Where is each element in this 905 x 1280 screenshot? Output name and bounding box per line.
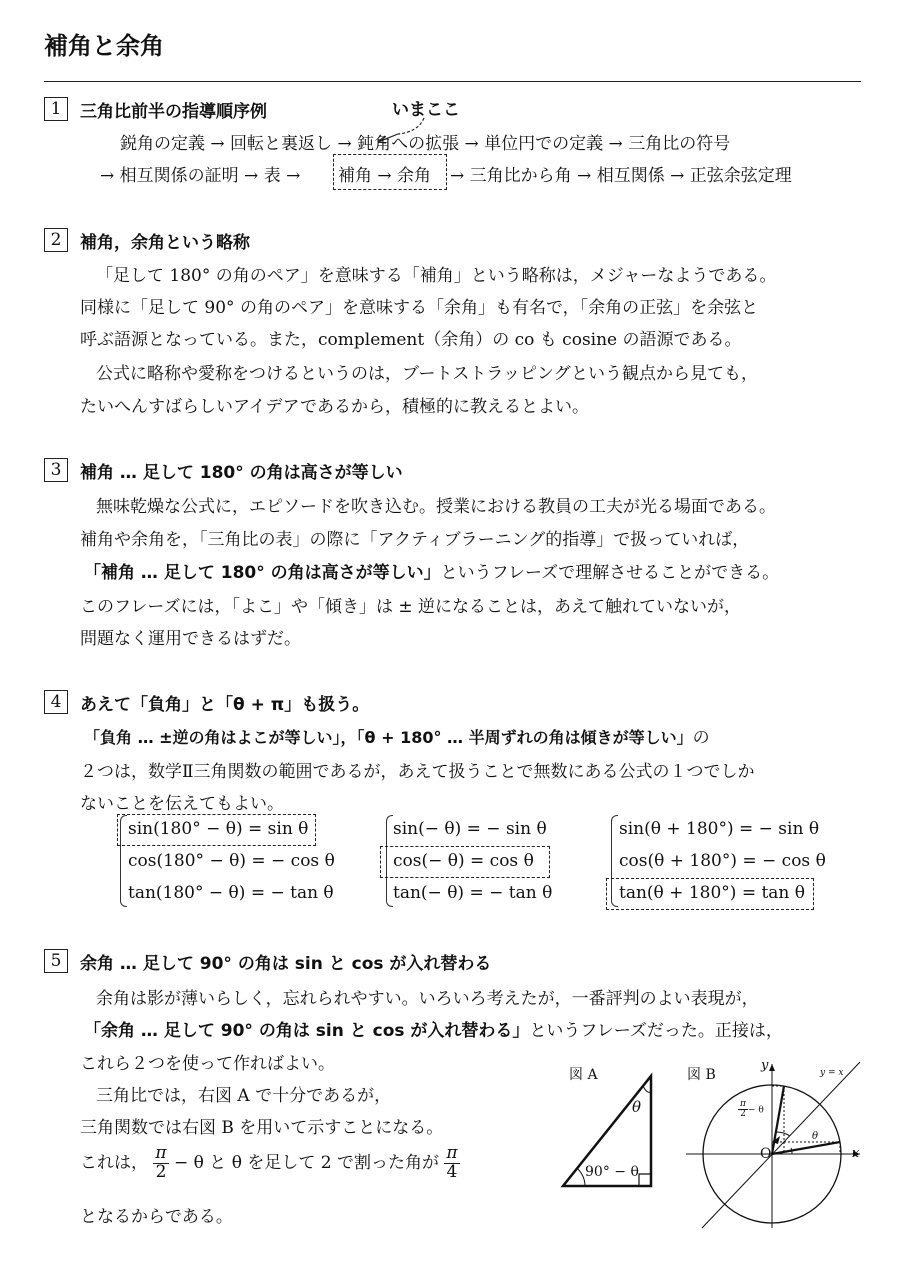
section-4-number: 4 — [44, 690, 68, 714]
figure-b-origin: O — [760, 1146, 772, 1162]
title-rule — [44, 81, 861, 82]
formula-b-1: sin(− θ) = − sin θ — [393, 819, 547, 839]
section-5-number: 5 — [44, 949, 68, 973]
formula-a-1: sin(180° − θ) = sin θ — [128, 819, 309, 839]
section-5-line-6 — [80, 1145, 460, 1182]
section-5-line-3: これら２つを使って作ればよい。 — [80, 1054, 335, 1074]
fraction-1-denominator: 2 — [155, 1161, 167, 1182]
figure-b-x-label: x — [852, 1146, 860, 1161]
section-3-line-5: 問題なく運用できるはずだ。 — [80, 629, 301, 649]
section-5-line-2-rest: というフレーズだった。正接は， — [529, 1021, 783, 1041]
figure-b-label: 図 B — [687, 1067, 716, 1083]
section-4-line-1-rest: の — [692, 728, 710, 748]
formula-a-2: cos(180° − θ) = − cos θ — [128, 851, 335, 871]
section-3-number: 3 — [44, 458, 68, 482]
figure-b-minus-theta: − θ — [747, 1105, 764, 1116]
section-1-number: 1 — [44, 97, 68, 121]
section-4-line-2: ２つは，数学Ⅱ三角関数の範囲であるが，あえて扱うことで無数にある公式の１つでしか — [80, 762, 755, 782]
section-2-line-4: 公式に略称や愛称をつけるというのは，ブートストラッピングという観点から見ても， — [96, 364, 758, 384]
section-5-line-7: となるからである。 — [80, 1207, 233, 1227]
section-2-number: 2 — [44, 228, 68, 252]
figure-b-complement-label — [738, 1100, 764, 1120]
figure-b-frac-den: 2 — [740, 1109, 746, 1120]
fraction-2-denominator: 4 — [446, 1161, 458, 1182]
section-4-heading: あえて「負角」と「θ + π」も扱う。 — [80, 695, 370, 715]
formula-a-3: tan(180° − θ) = − tan θ — [128, 883, 334, 903]
figure-a-label: 図 A — [569, 1067, 598, 1083]
section-5-phrase: 「余角 … 足して 90° の角は sin と cos が入れ替わる」 — [84, 1021, 530, 1041]
formula-b-3: tan(− θ) = − tan θ — [393, 883, 553, 903]
section-3-heading: 補角 … 足して 180° の角は高さが等しい — [80, 463, 403, 483]
section-1-line-2a: → 相互関係の証明 → 表 → — [100, 166, 301, 186]
section-3-line-2: 補角や余角を，「三角比の表」の際に「アクティブラーニング的指導」で扱っていれば， — [80, 530, 750, 550]
formula-c-2: cos(θ + 180°) = − cos θ — [619, 851, 826, 871]
section-4-line-1 — [84, 723, 710, 748]
figure-b-frac-num: π — [740, 1099, 746, 1109]
section-2-line-2: 同様に「足して 90° の角のペア」を意味する「余角」も有名で，「余角の正弦」を余弦と — [80, 298, 759, 318]
section-3-line-3 — [84, 558, 779, 583]
fraction-1-numerator: π — [155, 1143, 167, 1163]
formula-c-3: tan(θ + 180°) = tan θ — [619, 883, 806, 903]
section-3-line-4: このフレーズには，「よこ」や「傾き」は ± 逆になることは，あえて触れていないが， — [80, 597, 742, 617]
figure-b-unit-circle — [680, 1056, 870, 1236]
page-title: 補角と余角 — [44, 32, 164, 60]
fraction-pi-over-2 — [153, 1145, 168, 1182]
figure-b-theta: θ — [812, 1131, 819, 1142]
section-2-line-5: たいへんすばらしいアイデアであるから，積極的に教えるとよい。 — [80, 397, 589, 417]
section-5-line-6b: − θ と θ を足して 2 で割った角が — [174, 1152, 439, 1173]
section-3-phrase: 「補角 … 足して 180° の角は高さが等しい」 — [84, 563, 441, 583]
formula-c-1: sin(θ + 180°) = − sin θ — [619, 819, 820, 839]
section-3-line-3-rest: というフレーズで理解させることができる。 — [440, 563, 780, 583]
figure-a-theta: θ — [632, 1098, 642, 1116]
section-2-line-3: 呼ぶ語源となっている。また，complement（余角）の co も cosine の語源である。 — [80, 330, 742, 350]
section-5-line-6a: これは， — [80, 1152, 148, 1173]
figure-b-line-label: y = x — [820, 1068, 844, 1078]
formula-b-2: cos(− θ) = cos θ — [393, 851, 534, 871]
figure-b-fraction — [738, 1100, 748, 1120]
section-5-heading: 余角 … 足して 90° の角は sin と cos が入れ替わる — [80, 954, 492, 974]
section-5-line-5: 三角関数では右図 B を用いて示すことになる。 — [80, 1118, 444, 1138]
section-1-line-1: 鋭角の定義 → 回転と裏返し → 鈍角への拡張 → 単位円での定義 → 三角比の符号 — [120, 134, 731, 154]
section-1-line-2-box: 補角 → 余角 — [338, 166, 432, 186]
fraction-2-numerator: π — [446, 1143, 458, 1163]
figure-a-complement-angle: 90° − θ — [585, 1164, 639, 1180]
section-2-heading: 補角，余角という略称 — [80, 233, 250, 253]
section-2-line-1: 「足して 180° の角のペア」を意味する「補角」という略称は，メジャーなようである。 — [96, 266, 777, 286]
here-label: いまここ — [392, 100, 460, 120]
section-3-line-1: 無味乾燥な公式に，エピソードを吹き込む。授業における教員の工夫が光る場面である。 — [96, 497, 776, 517]
section-4-line-3: ないことを伝えてもよい。 — [80, 794, 284, 814]
section-5-line-2 — [84, 1016, 783, 1041]
section-4-phrase: 「負角 … ±逆の角はよこが等しい」，「θ + 180° … 半周ずれの角は傾きが等しい」 — [84, 728, 693, 747]
section-1-heading: 三角比前半の指導順序例 — [80, 102, 267, 122]
figure-b-y-label: y — [761, 1058, 769, 1073]
section-5-line-1: 余角は影が薄いらしく，忘れられやすい。いろいろ考えたが，一番評判のよい表現が， — [96, 989, 759, 1009]
section-5-line-4: 三角比では，右図 A で十分であるが， — [96, 1086, 392, 1106]
fraction-pi-over-4 — [444, 1145, 459, 1182]
section-1-line-2b: → 三角比から角 → 相互関係 → 正弦余弦定理 — [450, 166, 792, 186]
